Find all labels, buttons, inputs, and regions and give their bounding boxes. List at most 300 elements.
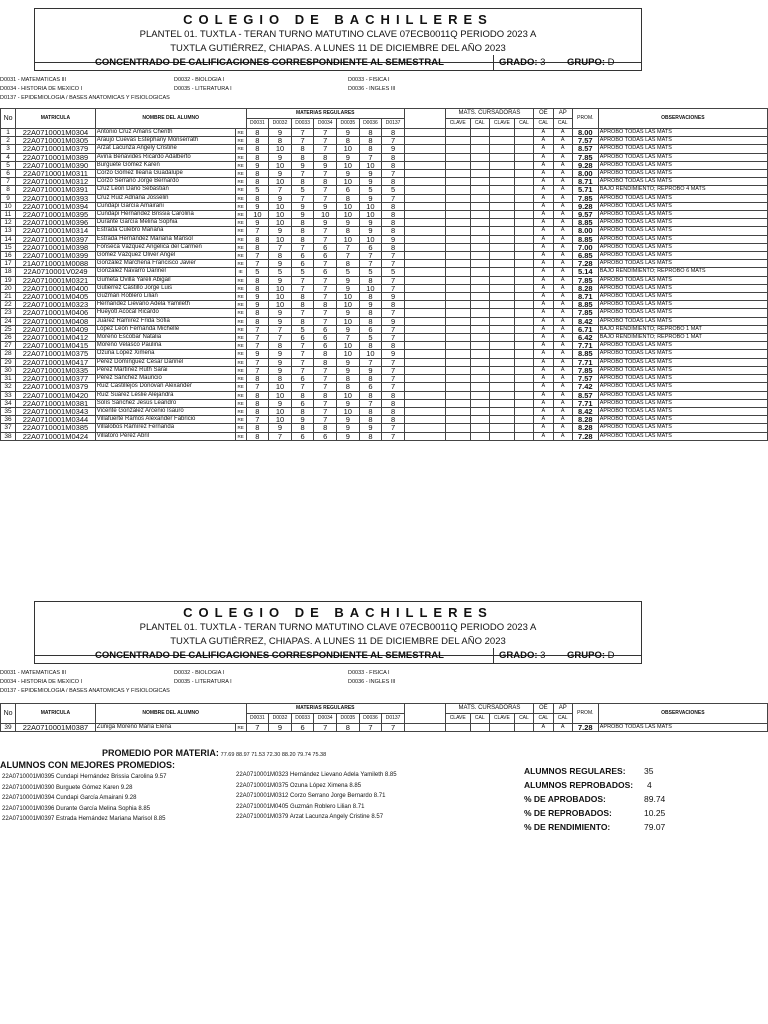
average-cell: 7.00: [572, 243, 598, 251]
observation-cell: APROBO TODAS LAS MATS: [598, 137, 767, 145]
grade-cell: 8: [291, 219, 314, 227]
row-number: 5: [1, 161, 16, 169]
status-code: RE: [235, 145, 246, 153]
row-number: 24: [1, 317, 16, 325]
grade-cell: 6: [291, 252, 314, 260]
grade-cell: 10: [337, 293, 360, 301]
grade-cell: 6: [314, 268, 337, 276]
matricula-cell: 22A0710001M0381: [16, 399, 96, 407]
grade-cell: 9: [337, 325, 360, 333]
grade-cell: 9: [337, 309, 360, 317]
grade-cell: 9: [269, 194, 292, 202]
grade-cell: 10: [337, 145, 360, 153]
student-row: [1, 219, 768, 227]
observation-cell: APROBO TODAS LAS MATS: [598, 383, 767, 391]
clave-header: CLAVE: [489, 119, 514, 129]
grade-cell: 6: [291, 432, 314, 440]
oe-cell: A: [534, 235, 553, 243]
cursadora-cell: [445, 293, 470, 301]
top-student-entry: 22A0710001M0312 Corzo Serrano Jorge Bernardo 8.71: [236, 793, 386, 799]
grade-cell: 7: [382, 383, 405, 391]
grade-cell: 9: [382, 145, 405, 153]
grade-cell: 8: [246, 235, 269, 243]
student-row: [1, 432, 768, 440]
cursadora-cell: [489, 284, 514, 292]
row-number: 18: [1, 268, 16, 276]
cursadora-cell: [514, 186, 533, 194]
matricula-cell: 22A0710001M0396: [16, 219, 96, 227]
grade-cell: 7: [382, 432, 405, 440]
concentrado-title: CONCENTRADO DE CALIFICACIONES CORRESPONDIENTE AL SEMESTRAL: [95, 57, 444, 68]
cursadora-cell: [489, 186, 514, 194]
grade-cell: 7: [359, 260, 382, 268]
matricula-cell: 22A0710001M0379: [16, 145, 96, 153]
grade-cell: 6: [314, 325, 337, 333]
grade-cell: 8: [246, 407, 269, 415]
grade-cell: 8: [382, 301, 405, 309]
observation-cell: APROBO TODAS LAS MATS: [598, 194, 767, 202]
student-row: [1, 301, 768, 309]
average-cell: 8.71: [572, 293, 598, 301]
grade-cell: 8: [382, 153, 405, 161]
school-title: COLEGIO DE BACHILLERES: [183, 12, 493, 27]
grade-cell: 9: [269, 317, 292, 325]
student-name: Zúñiga Moreno María Elena: [95, 724, 235, 732]
grade-cell: 8: [382, 416, 405, 424]
oe-cell: A: [534, 170, 553, 178]
status-code: RE: [235, 317, 246, 325]
cursadora-cell: [489, 252, 514, 260]
grade-cell: 9: [337, 153, 360, 161]
oe-cell: A: [534, 219, 553, 227]
subject-legend: D0033 - FISICA I: [348, 77, 390, 83]
spacer-cell: [404, 202, 445, 210]
grade-cell: 8: [359, 145, 382, 153]
student-name: Ruiz Suárez Leslie Alejandra: [95, 391, 235, 399]
grade-cell: 7: [359, 153, 382, 161]
spacer-cell: [404, 268, 445, 276]
oe-cell: A: [534, 416, 553, 424]
subject-legend: D0032 - BIOLOGIA I: [174, 77, 225, 83]
grade-cell: 7: [382, 358, 405, 366]
oe-cell: A: [534, 202, 553, 210]
spacer-cell: [404, 153, 445, 161]
matricula-cell: 22A0710001V0249: [16, 268, 96, 276]
ap-cell: A: [553, 375, 572, 383]
student-name: Pérez Martínez Ruth Sarai: [95, 366, 235, 374]
grade-cell: 9: [314, 219, 337, 227]
observation-cell: APROBO TODAS LAS MATS: [598, 366, 767, 374]
row-number: 21: [1, 293, 16, 301]
cursadora-cell: [514, 391, 533, 399]
average-cell: 7.28: [572, 432, 598, 440]
student-name: Pérez Domínguez César Darinel: [95, 358, 235, 366]
cursadora-cell: [489, 243, 514, 251]
aprobados-pct-label: % DE APROBADOS:: [524, 794, 606, 804]
grade-cell: 7: [382, 424, 405, 432]
cursadora-cell: [445, 186, 470, 194]
observation-cell: APROBO TODAS LAS MATS: [598, 317, 767, 325]
cursadora-cell: [489, 293, 514, 301]
average-cell: 7.71: [572, 342, 598, 350]
cursadora-cell: [514, 211, 533, 219]
student-name: Villafuerte Ramos Alexander Fabricio: [95, 416, 235, 424]
col-header-matricula: MATRICULA: [16, 109, 96, 129]
grade-cell: 9: [269, 153, 292, 161]
grade-cell: 7: [314, 145, 337, 153]
grade-cell: 6: [291, 724, 314, 732]
row-number: 23: [1, 309, 16, 317]
row-number: 15: [1, 243, 16, 251]
grade-cell: 8: [359, 317, 382, 325]
grade-cell: 10: [314, 211, 337, 219]
row-number: 22: [1, 301, 16, 309]
col-header-no: No: [1, 704, 16, 724]
status-code: RE: [235, 432, 246, 440]
cursadora-cell: [514, 252, 533, 260]
matricula-cell: 22A0710001M0409: [16, 325, 96, 333]
col-header-materias: MATERIAS REGULARES: [246, 109, 404, 119]
observation-cell: APROBO TODAS LAS MATS: [598, 350, 767, 358]
clave-header: CLAVE: [445, 714, 470, 724]
ap-cell: A: [553, 416, 572, 424]
student-name: Gómez Vázquez Oliver Angel: [95, 252, 235, 260]
grade-cell: 7: [382, 724, 405, 732]
status-code: RE: [235, 424, 246, 432]
matricula-cell: 22A0710001M0394: [16, 202, 96, 210]
row-number: 2: [1, 137, 16, 145]
cursadora-cell: [470, 424, 489, 432]
oe-cell: A: [534, 724, 553, 732]
ap-cell: A: [553, 293, 572, 301]
student-row: [1, 211, 768, 219]
student-row: [1, 416, 768, 424]
matricula-cell: 22A0710001M0391: [16, 186, 96, 194]
reprobados-pct-label: % DE REPROBADOS:: [524, 808, 612, 818]
average-cell: 8.28: [572, 416, 598, 424]
spacer-cell: [404, 325, 445, 333]
student-name: González Marchena Francisco Javier: [95, 260, 235, 268]
grade-cell: 7: [246, 334, 269, 342]
student-row: [1, 137, 768, 145]
grade-cell: 8: [382, 391, 405, 399]
student-row: [1, 366, 768, 374]
grade-cell: 6: [291, 375, 314, 383]
grade-cell: 8: [269, 375, 292, 383]
ap-cell: A: [553, 260, 572, 268]
grade-cell: 10: [337, 407, 360, 415]
grade-cell: 7: [246, 366, 269, 374]
average-cell: 7.42: [572, 383, 598, 391]
ap-cell: A: [553, 284, 572, 292]
cursadora-cell: [514, 309, 533, 317]
ap-cell: A: [553, 268, 572, 276]
grade-cell: 5: [291, 325, 314, 333]
grade-cell: 6: [359, 383, 382, 391]
status-code: RE: [235, 219, 246, 227]
cursadora-cell: [489, 407, 514, 415]
promedio-label: PROMEDIO POR MATERIA:: [102, 748, 219, 758]
cursadora-cell: [514, 325, 533, 333]
observation-cell: APROBO TODAS LAS MATS: [598, 243, 767, 251]
student-row: [1, 243, 768, 251]
grade-cell: 7: [291, 243, 314, 251]
observation-cell: APROBO TODAS LAS MATS: [598, 284, 767, 292]
grade-cell: 7: [246, 724, 269, 732]
grade-cell: 9: [269, 358, 292, 366]
grade-cell: 8: [246, 145, 269, 153]
oe-cell: A: [534, 383, 553, 391]
student-row: [1, 129, 768, 137]
grade-cell: 10: [337, 161, 360, 169]
subject-code: D0036: [359, 119, 382, 129]
cursadora-cell: [514, 145, 533, 153]
top-student-entry: 22A0710001M0397 Estrada Hernández Mariana Marisol 8.85: [2, 816, 166, 822]
cursadora-cell: [514, 424, 533, 432]
cursadora-cell: [514, 350, 533, 358]
grade-cell: 8: [246, 276, 269, 284]
grade-cell: 6: [314, 432, 337, 440]
status-code: RE: [235, 366, 246, 374]
cursadora-cell: [470, 211, 489, 219]
matricula-cell: 22A0710001M0312: [16, 178, 96, 186]
grade-cell: 9: [246, 161, 269, 169]
grade-cell: 7: [359, 358, 382, 366]
grade-cell: 6: [291, 334, 314, 342]
grade-cell: 9: [382, 350, 405, 358]
status-code: RE: [235, 724, 246, 732]
observation-cell: APROBO TODAS LAS MATS: [598, 252, 767, 260]
row-number: 36: [1, 416, 16, 424]
cursadora-cell: [445, 161, 470, 169]
student-name: Gutiérrez Castillo Jorge Luis: [95, 284, 235, 292]
top-student-entry: 22A0710001M0395 Cundapi Hernández Brissia Carolina 9.57: [2, 774, 167, 780]
grade-cell: 8: [246, 129, 269, 137]
grade-cell: 8: [359, 309, 382, 317]
cursadora-cell: [445, 235, 470, 243]
cursadora-cell: [470, 358, 489, 366]
row-number: 26: [1, 334, 16, 342]
oe-cell: A: [534, 375, 553, 383]
oe-cell: A: [534, 194, 553, 202]
ap-cell: A: [553, 325, 572, 333]
ap-cell: A: [553, 202, 572, 210]
cursadora-cell: [445, 129, 470, 137]
student-name: Vicente González Arcenio Isauro: [95, 407, 235, 415]
grade-cell: 8: [382, 407, 405, 415]
spacer-cell: [404, 293, 445, 301]
student-row: [1, 178, 768, 186]
matricula-cell: 22A0710001M0323: [16, 301, 96, 309]
student-row: [1, 358, 768, 366]
student-name: Fonseca Vázquez Angelica del Carmen: [95, 243, 235, 251]
grade-cell: 10: [337, 350, 360, 358]
oe-cell: A: [534, 161, 553, 169]
spacer-cell: [404, 276, 445, 284]
col-header-prom: PROM.: [572, 704, 598, 724]
student-name: Gumeta Ovilla Yareli Abigail: [95, 276, 235, 284]
grade-cell: 7: [382, 194, 405, 202]
oe-cell: A: [534, 137, 553, 145]
oe-cell: A: [534, 325, 553, 333]
observation-cell: BAJO RENDIMIENTO; REPROBO 6 MATS: [598, 268, 767, 276]
col-header-ap: AP: [553, 704, 572, 714]
student-row: [1, 334, 768, 342]
status-code: RE: [235, 309, 246, 317]
oe-cell: A: [534, 309, 553, 317]
grade-cell: 10: [269, 202, 292, 210]
observation-cell: APROBO TODAS LAS MATS: [598, 399, 767, 407]
row-number: 3: [1, 145, 16, 153]
cursadora-cell: [470, 309, 489, 317]
subject-code: D0033: [291, 119, 314, 129]
grade-cell: 10: [359, 284, 382, 292]
cursadora-cell: [470, 317, 489, 325]
grade-cell: 9: [337, 170, 360, 178]
grade-cell: 8: [291, 178, 314, 186]
grade-cell: 5: [359, 334, 382, 342]
grade-cell: 10: [337, 301, 360, 309]
col-header-oe: OE: [534, 109, 553, 119]
grade-cell: 7: [382, 284, 405, 292]
grade-cell: 9: [337, 399, 360, 407]
subject-code: D0035: [337, 119, 360, 129]
campus-info: PLANTEL 01. TUXTLA - TERAN TURNO MATUTINO CLAVE 07ECB0011Q PERIODO 2023 A: [139, 29, 537, 40]
cursadora-cell: [489, 375, 514, 383]
subject-code: D0036: [359, 714, 382, 724]
reprobados-pct-value: 10.25: [644, 808, 666, 818]
grade-cell: 8: [337, 227, 360, 235]
grade-cell: 8: [246, 170, 269, 178]
cursadora-cell: [470, 342, 489, 350]
grade-cell: 7: [314, 724, 337, 732]
matricula-cell: 22A0710001M0385: [16, 424, 96, 432]
status-code: RE: [235, 227, 246, 235]
grade-cell: 7: [382, 252, 405, 260]
cursadora-cell: [514, 137, 533, 145]
grade-cell: 7: [359, 252, 382, 260]
student-row: [1, 260, 768, 268]
grade-cell: 7: [291, 194, 314, 202]
cursadora-cell: [445, 284, 470, 292]
grade-cell: 9: [269, 227, 292, 235]
student-name: Moreno Escobar Natalia: [95, 334, 235, 342]
concentrado-title: CONCENTRADO DE CALIFICACIONES CORRESPONDIENTE AL SEMESTRAL: [95, 650, 444, 661]
cursadora-cell: [489, 424, 514, 432]
grade-cell: 8: [359, 293, 382, 301]
student-name: Araujo Cuevas Estephany Monserrath: [95, 137, 235, 145]
grade-cell: 10: [337, 202, 360, 210]
subject-code: D0031: [246, 714, 269, 724]
status-code: RE: [235, 202, 246, 210]
oe-cell: A: [534, 317, 553, 325]
oe-cell: A: [534, 399, 553, 407]
student-name: Ruiz Castillejos Donovan Alexander: [95, 383, 235, 391]
grade-cell: 10: [269, 284, 292, 292]
grade-cell: 5: [246, 268, 269, 276]
ap-cell: A: [553, 153, 572, 161]
col-header-nombre: NOMBRE DEL ALUMNO: [95, 704, 246, 724]
grade-cell: 10: [337, 178, 360, 186]
oe-cell: A: [534, 186, 553, 194]
ap-cell: A: [553, 252, 572, 260]
grade-cell: 10: [359, 211, 382, 219]
cursadora-cell: [514, 284, 533, 292]
spacer-cell: [404, 219, 445, 227]
subject-legend: D0032 - BIOLOGIA I: [174, 670, 225, 676]
grade-cell: 10: [269, 293, 292, 301]
status-code: RE: [235, 170, 246, 178]
cursadora-cell: [489, 129, 514, 137]
cal-header: CAL: [553, 714, 572, 724]
observation-cell: APROBO TODAS LAS MATS: [598, 129, 767, 137]
cursadora-cell: [489, 170, 514, 178]
matricula-cell: 21A0710001M0088: [16, 260, 96, 268]
oe-cell: A: [534, 243, 553, 251]
grade-cell: 8: [291, 145, 314, 153]
cursadora-cell: [470, 252, 489, 260]
cursadora-cell: [445, 358, 470, 366]
row-number: 32: [1, 383, 16, 391]
grade-cell: 8: [382, 399, 405, 407]
average-cell: 8.00: [572, 227, 598, 235]
observation-cell: APROBO TODAS LAS MATS: [598, 170, 767, 178]
grade-cell: 10: [359, 161, 382, 169]
average-cell: 8.57: [572, 391, 598, 399]
observation-cell: APROBO TODAS LAS MATS: [598, 260, 767, 268]
grade-cell: 7: [314, 276, 337, 284]
grade-cell: 9: [359, 366, 382, 374]
student-row: [1, 724, 768, 732]
observation-cell: APROBO TODAS LAS MATS: [598, 407, 767, 415]
student-name: Guzmán Roblero Lilian: [95, 293, 235, 301]
oe-cell: A: [534, 260, 553, 268]
cursadora-cell: [470, 243, 489, 251]
status-code: RE: [235, 186, 246, 194]
top-student-entry: 22A0710001M0375 Ozuna López Ximena 8.85: [236, 782, 362, 789]
grade-cell: 9: [337, 366, 360, 374]
matricula-cell: 22A0710001M0400: [16, 284, 96, 292]
grade-cell: 8: [314, 358, 337, 366]
cursadora-cell: [470, 334, 489, 342]
subject-legend: D0137 - EPIDEMIOLOGIA / BASES ANATOMICAS Y FISIOLOGICAS: [0, 95, 170, 101]
cursadora-cell: [489, 416, 514, 424]
observation-cell: APROBO TODAS LAS MATS: [598, 211, 767, 219]
grade-cell: 8: [314, 153, 337, 161]
cursadora-cell: [514, 202, 533, 210]
grade-cell: 8: [337, 260, 360, 268]
grade-cell: 8: [314, 350, 337, 358]
cursadora-cell: [514, 301, 533, 309]
student-row: [1, 284, 768, 292]
subject-legend: D0035 - LITERATURA I: [174, 679, 232, 685]
cursadora-cell: [445, 366, 470, 374]
grade-cell: 6: [314, 243, 337, 251]
grade-cell: 7: [314, 194, 337, 202]
oe-cell: A: [534, 391, 553, 399]
student-name: Corzo Serrano Jorge Bernardo: [95, 178, 235, 186]
rendimiento-label: % DE RENDIMIENTO:: [524, 822, 611, 832]
grade-cell: 8: [359, 342, 382, 350]
matricula-cell: 22A0710001M0387: [16, 724, 96, 732]
cursadora-cell: [445, 301, 470, 309]
status-code: RE: [235, 276, 246, 284]
grade-cell: 9: [382, 235, 405, 243]
cursadora-cell: [445, 325, 470, 333]
grade-cell: 9: [291, 161, 314, 169]
matricula-cell: 22A0710001M0405: [16, 293, 96, 301]
observation-cell: APROBO TODAS LAS MATS: [598, 235, 767, 243]
